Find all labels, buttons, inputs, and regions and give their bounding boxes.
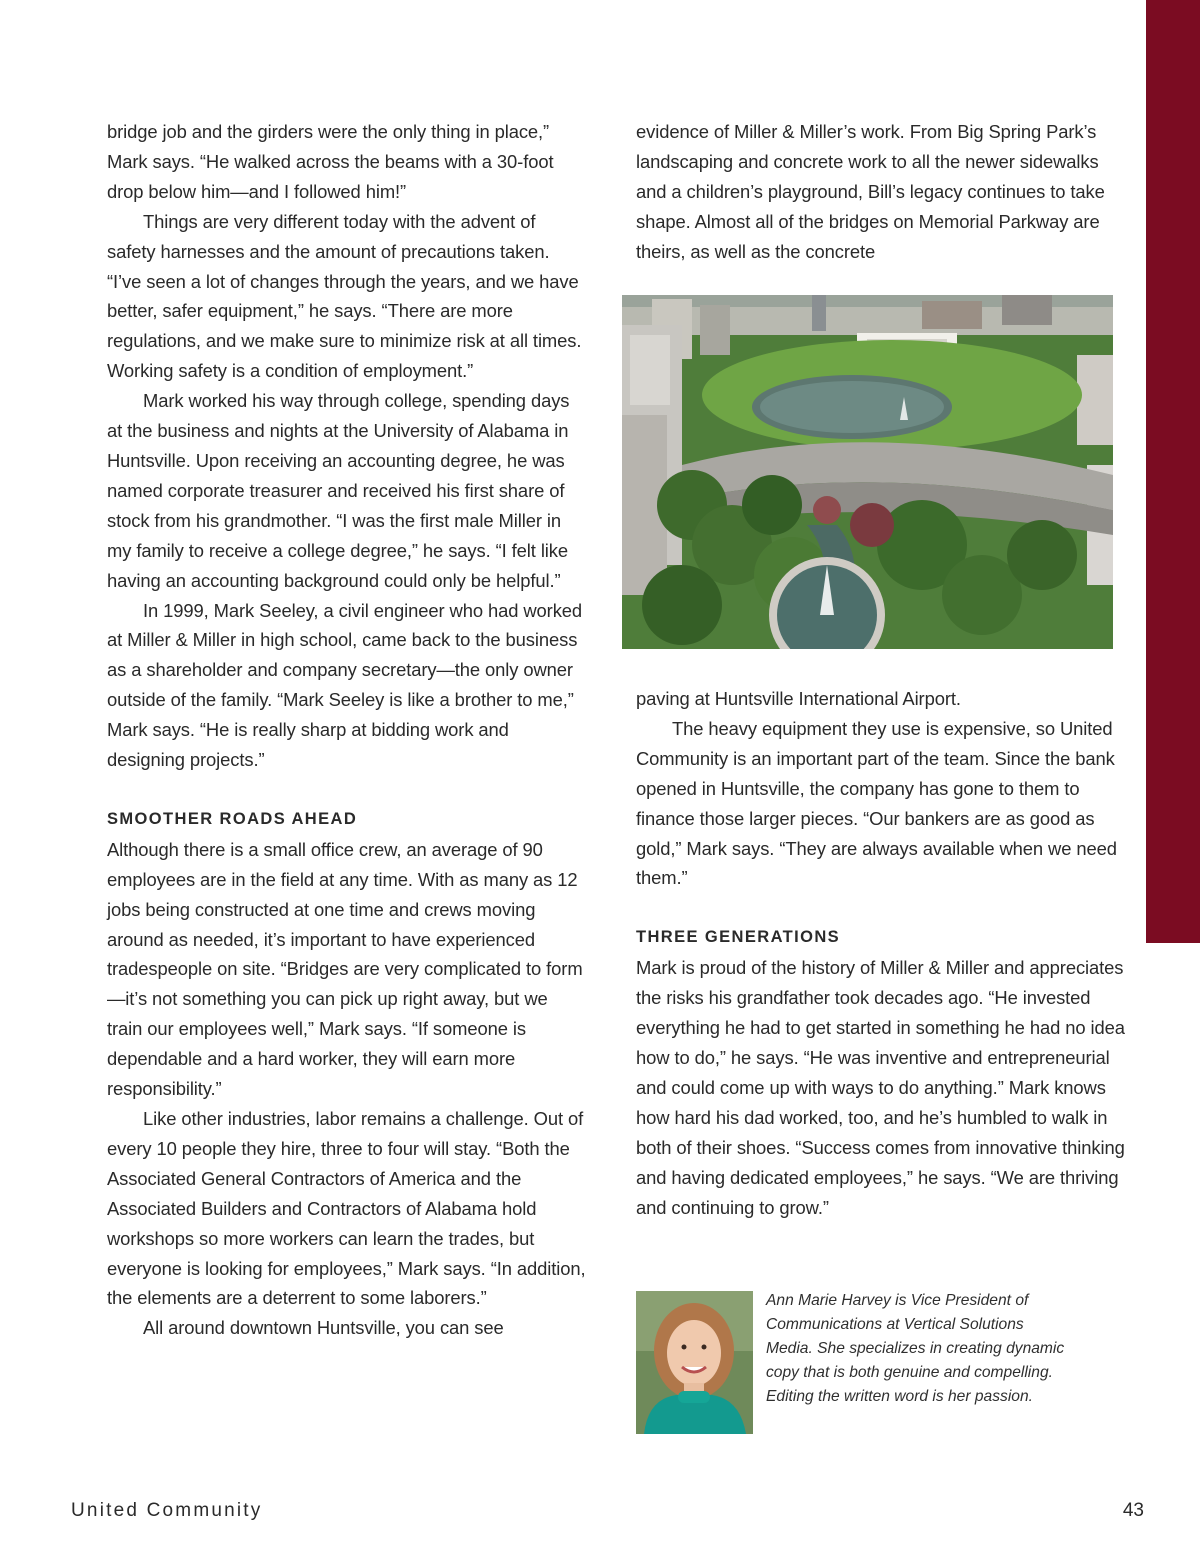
page-number: 43 [1122,1500,1144,1521]
right-paragraph-3: The heavy equipment they use is expensive, so United Community is an important part of the team. Since the bank opened in Huntsville, the company has gone to them to finance those larger pieces. “Our bankers are as good as gold,” Mark says. “They are always available when we need them.” [636,717,1117,889]
section-heading-smoother-roads: SMOOTHER ROADS AHEAD [107,809,358,828]
left-paragraph-2: Things are very different today with the advent of safety harnesses and the amount of precautions taken. “I’ve seen a lot of changes through the years, and we have better, safer equipment,” he says. “There are more regulations, and we make sure to minimize risk at all times. Working safety is a condition of employment.” [107,210,582,382]
right-text-column-top [636,117,1126,267]
right-paragraph-1: evidence of Miller & Miller’s work. From Big Spring Park’s landscaping and concrete work to all the newer sidewalks and a children’s playground, Bill’s legacy continues to take shape. Almost all of the bridges on Memorial Parkway are theirs, as well as the concrete [636,121,1105,262]
left-paragraph-7: All around downtown Huntsville, you can see [143,1317,504,1339]
left-paragraph-4: In 1999, Mark Seeley, a civil engineer who had worked at Miller & Miller in high school, came back to the business as a shareholder and company secretary—the only owner outside of the family. “Mark Seeley is like a brother to me,” Mark says. “He is really sharp at bidding work and designing projects.” [107,599,583,771]
left-paragraph-1: bridge job and the girders were the only thing in place,” Mark says. “He walked across the beams with a 30-foot drop below him—and I followed him!” [107,121,554,202]
accent-sidebar-bar [1146,0,1200,943]
left-paragraph-5: Although there is a small office crew, an average of 90 employees are in the field at any time. With as many as 12 jobs being constructed at one time and crews moving around as needed, it’s important to have experienced tradespeople on site. “Bridges are very complicated to form—it’s not something you can pick up right away, but we train our employees well,” Mark says. “If someone is dependable and a hard worker, they will earn more responsibility.” [107,838,583,1100]
right-text-column-bottom [636,684,1126,1222]
right-paragraph-4: Mark is proud of the history of Miller & Miller and appreciates the risks his grandfather took decades ago. “He invested everything he had to get started in something he had no idea how to do,” he says. “He was inventive and entrepreneurial and could come up with ways to do anything.” Mark knows how hard his dad worked, too, and he’s humbled to walk in both of their shoes. “Success comes from innovative thinking and having dedicated employees,” he says. “We are thriving and continuing to grow.” [636,957,1125,1218]
section-gap [636,893,1126,923]
left-text-column [107,117,587,1343]
section-gap [107,775,587,805]
left-paragraph-3: Mark worked his way through college, spending days at the business and nights at the University of Alabama in Huntsville. Upon receiving an accounting degree, he was named corporate treasurer and received his first share of stock from his grandmother. “I was the first male Miller in my family to receive a college degree,” he says. “I felt like having an accounting background could only be helpful.” [107,390,570,591]
aerial-park-photo [622,295,1113,649]
author-bio: Ann Marie Harvey is Vice President of Communications at Vertical Solutions Media. She specializes in creating dynamic copy that is both genuine and compelling. Editing the written word is her passion. [766,1292,1065,1405]
author-headshot-photo [636,1291,753,1434]
section-heading-three-generations: THREE GENERATIONS [636,928,841,947]
footer-publication-name: United Community [71,1500,263,1521]
left-paragraph-6: Like other industries, labor remains a challenge. Out of every 10 people they hire, three to four will stay. “Both the Associated General Contractors of America and the Associated Builders and Contractors of Alabama hold workshops so more workers can learn the trades, but everyone is looking for employees,” Mark says. “In addition, the elements are a deterrent to some laborers.” [107,1108,586,1309]
right-paragraph-2: paving at Huntsville International Airport. [636,688,961,709]
